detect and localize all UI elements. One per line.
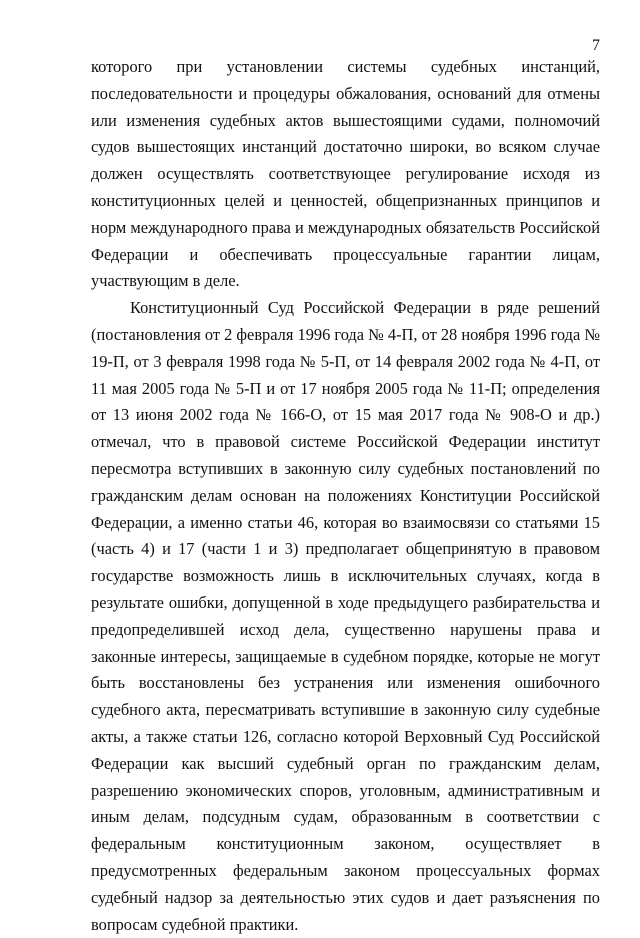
paragraph-constitutional-court: Конституционный Суд Российской Федерации в ряде решений (постановления от 2 февраля 1996 года № 4-П, от 28 ноября 1996 года № 19-П, от 3 февраля 1998 года № 5-П, от 14 февраля 2002 года № 4-П, от 11 мая 2005 года № 5-П и от 17 ноября 2005 года № 11-П; определения от 13 июня 2002 года № 166-О, от 15 мая 2017 года № 908-О и др.) отмечал, что в правовой системе Российской Федерации институт пересмотра вступивших в законную силу судебных постановлений по гражданским делам основан на положениях Конституции Российской Федерации, а именно статьи 46, которая во взаимосвязи со статьями 15 (часть 4) и 17 (части 1 и 3) предполагает общепринятую в правовом государстве возможность лишь в исключительных случаях, когда в результате ошибки, допущенной в ходе предыдущего разбирательства и предопределившей исход дела, существенно нарушены права и законные интересы, защищаемые в судебном порядке, которые не могут быть восстановлены без устранения или изменения ошибочного судебного акта, пересматривать вступившие в законную силу судебные акты, а также статьи 126, согласно которой Верховный Суд Российской Федерации как высший судебный орган по гражданским делам, разрешению экономических споров, уголовным, административным и иным делам, подсудным судам, образованным в соответствии с федеральным конституционным законом, осуществляет в предусмотренных федеральным законом процессуальных формах судебный надзор за деятельностью этих судов и дает разъяснения по вопросам судебной практики. [91, 298, 600, 934]
document-body [91, 54, 600, 938]
page-number: 7 [592, 37, 600, 54]
paragraph-continuation: которого при установлении системы судебных инстанций, последовательности и процедуры обжалования, оснований для отмены или изменения судебных актов вышестоящими судами, полномочий судов вышестоящих инстанций достаточно широки, во всяком случае должен осуществлять соответствующее регулирование исходя из конституционных целей и ценностей, общепризнанных принципов и норм международного права и международных обязательств Российской Федерации и обеспечивать процессуальные гарантии лицам, участвующим в деле. [91, 57, 600, 291]
